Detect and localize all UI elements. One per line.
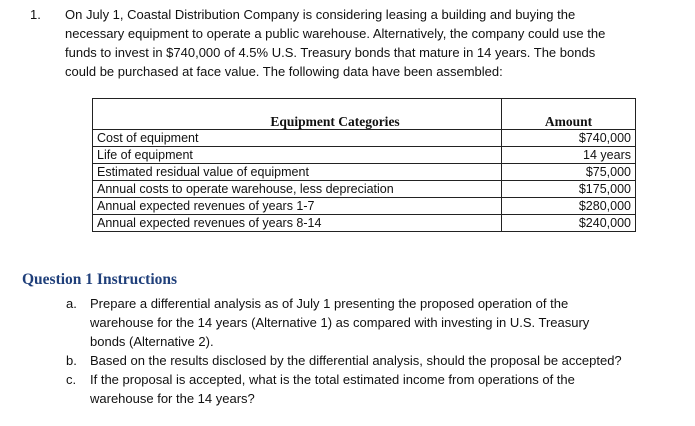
table-row bbox=[93, 147, 636, 164]
list-item bbox=[66, 294, 622, 351]
header-equipment-categories: Equipment Categories bbox=[93, 99, 502, 130]
row-value: $280,000 bbox=[502, 198, 636, 215]
row-value: $75,000 bbox=[502, 164, 636, 181]
item-line: warehouse for the 14 years? bbox=[90, 391, 255, 406]
item-line: bonds (Alternative 2). bbox=[90, 334, 214, 349]
question-text bbox=[65, 5, 675, 81]
question-line: could be purchased at face value. The following data have been assembled: bbox=[65, 64, 503, 79]
item-letter: b. bbox=[66, 353, 77, 368]
row-value: $740,000 bbox=[502, 130, 636, 147]
item-line: Prepare a differential analysis as of July 1 presenting the proposed operation of the bbox=[90, 296, 569, 311]
question-number: 1. bbox=[30, 7, 41, 22]
table-header-row bbox=[93, 99, 636, 130]
row-label: Annual expected revenues of years 1-7 bbox=[93, 198, 502, 215]
question-line: funds to invest in $740,000 of 4.5% U.S. Treasury bonds that mature in 14 years. The bonds bbox=[65, 45, 596, 60]
list-item bbox=[66, 351, 622, 370]
row-label: Cost of equipment bbox=[93, 130, 502, 147]
list-item bbox=[66, 370, 622, 408]
item-line: warehouse for the 14 years (Alternative 1) as compared with investing in U.S. Treasury bbox=[90, 315, 590, 330]
table-row bbox=[93, 215, 636, 232]
instructions-title: Question 1 Instructions bbox=[22, 271, 178, 288]
table-row bbox=[93, 181, 636, 198]
row-value: 14 years bbox=[502, 147, 636, 164]
item-line: If the proposal is accepted, what is the total estimated income from operations of the bbox=[90, 372, 575, 387]
table-row bbox=[93, 164, 636, 181]
question-line: necessary equipment to operate a public warehouse. Alternatively, the company could use the bbox=[65, 26, 606, 41]
table-row bbox=[93, 198, 636, 215]
instructions-list bbox=[66, 294, 622, 408]
row-value: $240,000 bbox=[502, 215, 636, 232]
row-value: $175,000 bbox=[502, 181, 636, 198]
item-line: Based on the results disclosed by the differential analysis, should the proposal be accepted? bbox=[90, 353, 622, 368]
row-label: Annual costs to operate warehouse, less depreciation bbox=[93, 181, 502, 198]
table-row bbox=[93, 130, 636, 147]
header-amount: Amount bbox=[502, 99, 636, 130]
row-label: Estimated residual value of equipment bbox=[93, 164, 502, 181]
row-label: Annual expected revenues of years 8-14 bbox=[93, 215, 502, 232]
item-letter: c. bbox=[66, 372, 77, 387]
item-letter: a. bbox=[66, 296, 77, 311]
question-line: On July 1, Coastal Distribution Company is considering leasing a building and buying the bbox=[65, 7, 576, 22]
data-table bbox=[92, 98, 636, 232]
row-label: Life of equipment bbox=[93, 147, 502, 164]
